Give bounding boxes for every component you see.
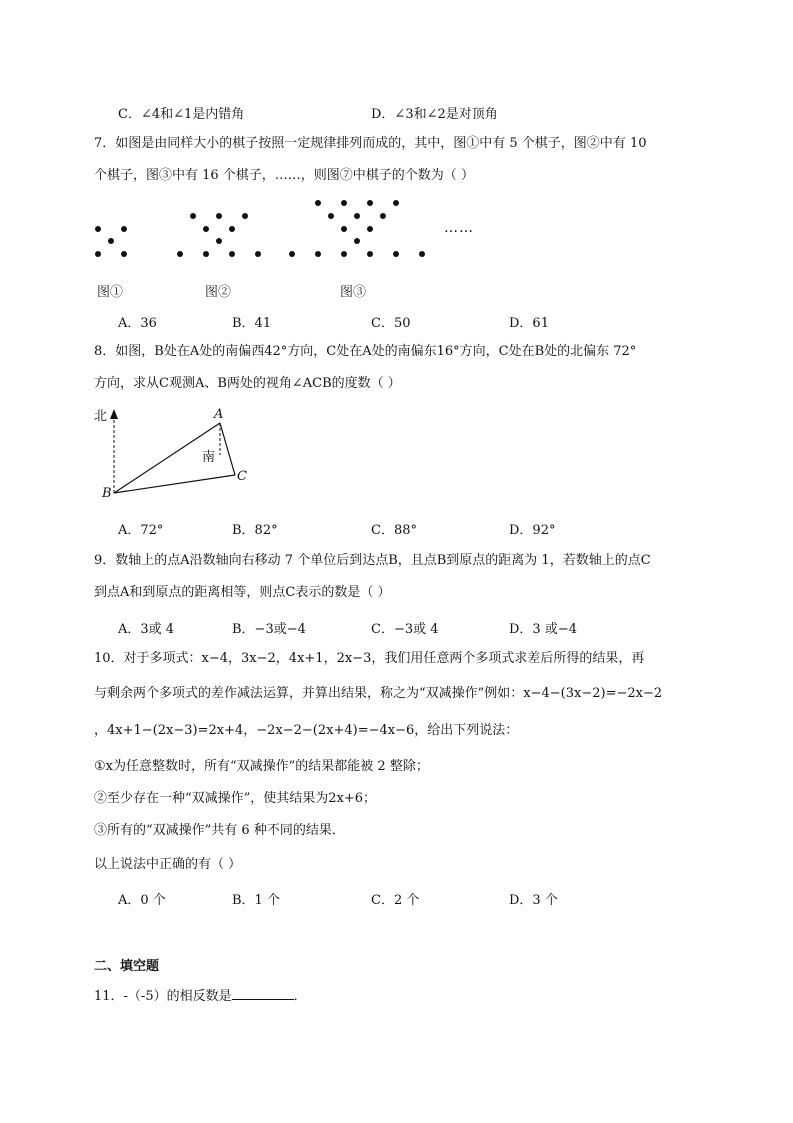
q7-caption-3: 图③ (340, 285, 367, 300)
segment-bc (114, 475, 235, 493)
q7-ellipsis: …… (444, 220, 474, 236)
q10-option-d: D．3 个 (509, 893, 558, 908)
q8-option-d: D．92° (509, 523, 556, 538)
q7-figure-2 (177, 213, 261, 257)
q8-stem-line2: 方向，求从C观测A、B两处的视角∠ACB的度数（ ） (94, 376, 401, 391)
q10-statement-2: ②至少存在一种“双减操作”，使其结果为2x+6； (94, 791, 377, 806)
q9-option-d: D．3 或−4 (509, 622, 577, 637)
q10-stem-line1: 10．对于多项式：x−4，3x−2，4x+1，2x−3，我们用任意两个多项式求差后所得的结果，再 (94, 651, 645, 666)
q9-option-c: C．−3或 4 (371, 622, 439, 637)
q10-option-a: A．0 个 (118, 893, 166, 908)
section-title-fill-in: 二、填空题 (94, 959, 160, 974)
q8-option-c: C．88° (371, 523, 417, 538)
q7-caption-2: 图② (205, 285, 232, 300)
q11-end: ． (293, 989, 307, 1004)
q6-option-c: C．∠4和∠1是内错角 (118, 107, 245, 122)
q7-option-d: D．61 (509, 316, 549, 331)
q8-option-b: B．82° (232, 523, 278, 538)
q10-question: 以上说法中正确的有（ ） (94, 857, 242, 872)
q7-figure-1 (95, 226, 127, 257)
q10-statement-1: ①x为任意整数时，所有“双减操作”的结果都能被 2 整除； (94, 759, 429, 774)
segment-ac (220, 423, 235, 475)
q8-stem-line1: 8．如图，B处在A处的南偏西42°方向，C处在A处的南偏东16°方向，C处在B处的北偏东 72° (94, 344, 637, 359)
q10-stem-line2: 与剩余两个多项式的差作减法运算，并算出结果，称之为“双减操作”例如：x−4−(3x−2)=−2x−2 (94, 686, 663, 701)
q10-option-c: C．2 个 (371, 893, 420, 908)
q7-caption-1: 图① (97, 285, 124, 300)
q7-option-b: B．41 (232, 316, 272, 331)
q10-stem-line3: ，4x+1−(2x−3)=2x+4，−2x−2−(2x+4)=−4x−6，给出下列说法： (94, 723, 519, 738)
q9-option-a: A．3或 4 (118, 622, 175, 637)
label-south: 南 (202, 450, 216, 465)
label-b: B (102, 486, 112, 501)
q9-option-b: B．−3或−4 (232, 622, 306, 637)
q7-option-a: A．36 (118, 316, 157, 331)
q7-option-c: C．50 (371, 316, 411, 331)
q11-answer-blank[interactable] (232, 987, 294, 1000)
north-arrow-icon (110, 409, 118, 419)
q6-option-d: D．∠3和∠2是对顶角 (371, 107, 498, 122)
q9-stem-line2: 到点A和到原点的距离相等，则点C表示的数是（ ） (94, 585, 391, 600)
label-north: 北 (94, 409, 108, 424)
label-c: C (237, 469, 247, 484)
label-a: A (214, 407, 224, 422)
q11-stem (94, 987, 307, 1005)
q11-text: 11．-（-5）的相反数是 (94, 989, 232, 1004)
q7-stem-line1: 7．如图是由同样大小的棋子按照一定规律排列而成的，其中，图①中有 5 个棋子，图②中有 10 (94, 136, 647, 151)
q9-stem-line1: 9．数轴上的点A沿数轴向右移动 7 个单位后到达点B，且点B到原点的距离为 1，若数轴上的点C (94, 553, 651, 568)
q8-option-a: A．72° (118, 523, 164, 538)
q10-option-b: B．1 个 (232, 893, 280, 908)
q7-stem-line2: 个棋子，图③中有 16 个棋子，……，则图⑦中棋子的个数为（ ） (94, 168, 474, 183)
q7-figure-3 (289, 200, 425, 257)
q8-direction-figure (90, 405, 260, 505)
q10-statement-3: ③所有的“双减操作”共有 6 种不同的结果． (94, 823, 345, 838)
